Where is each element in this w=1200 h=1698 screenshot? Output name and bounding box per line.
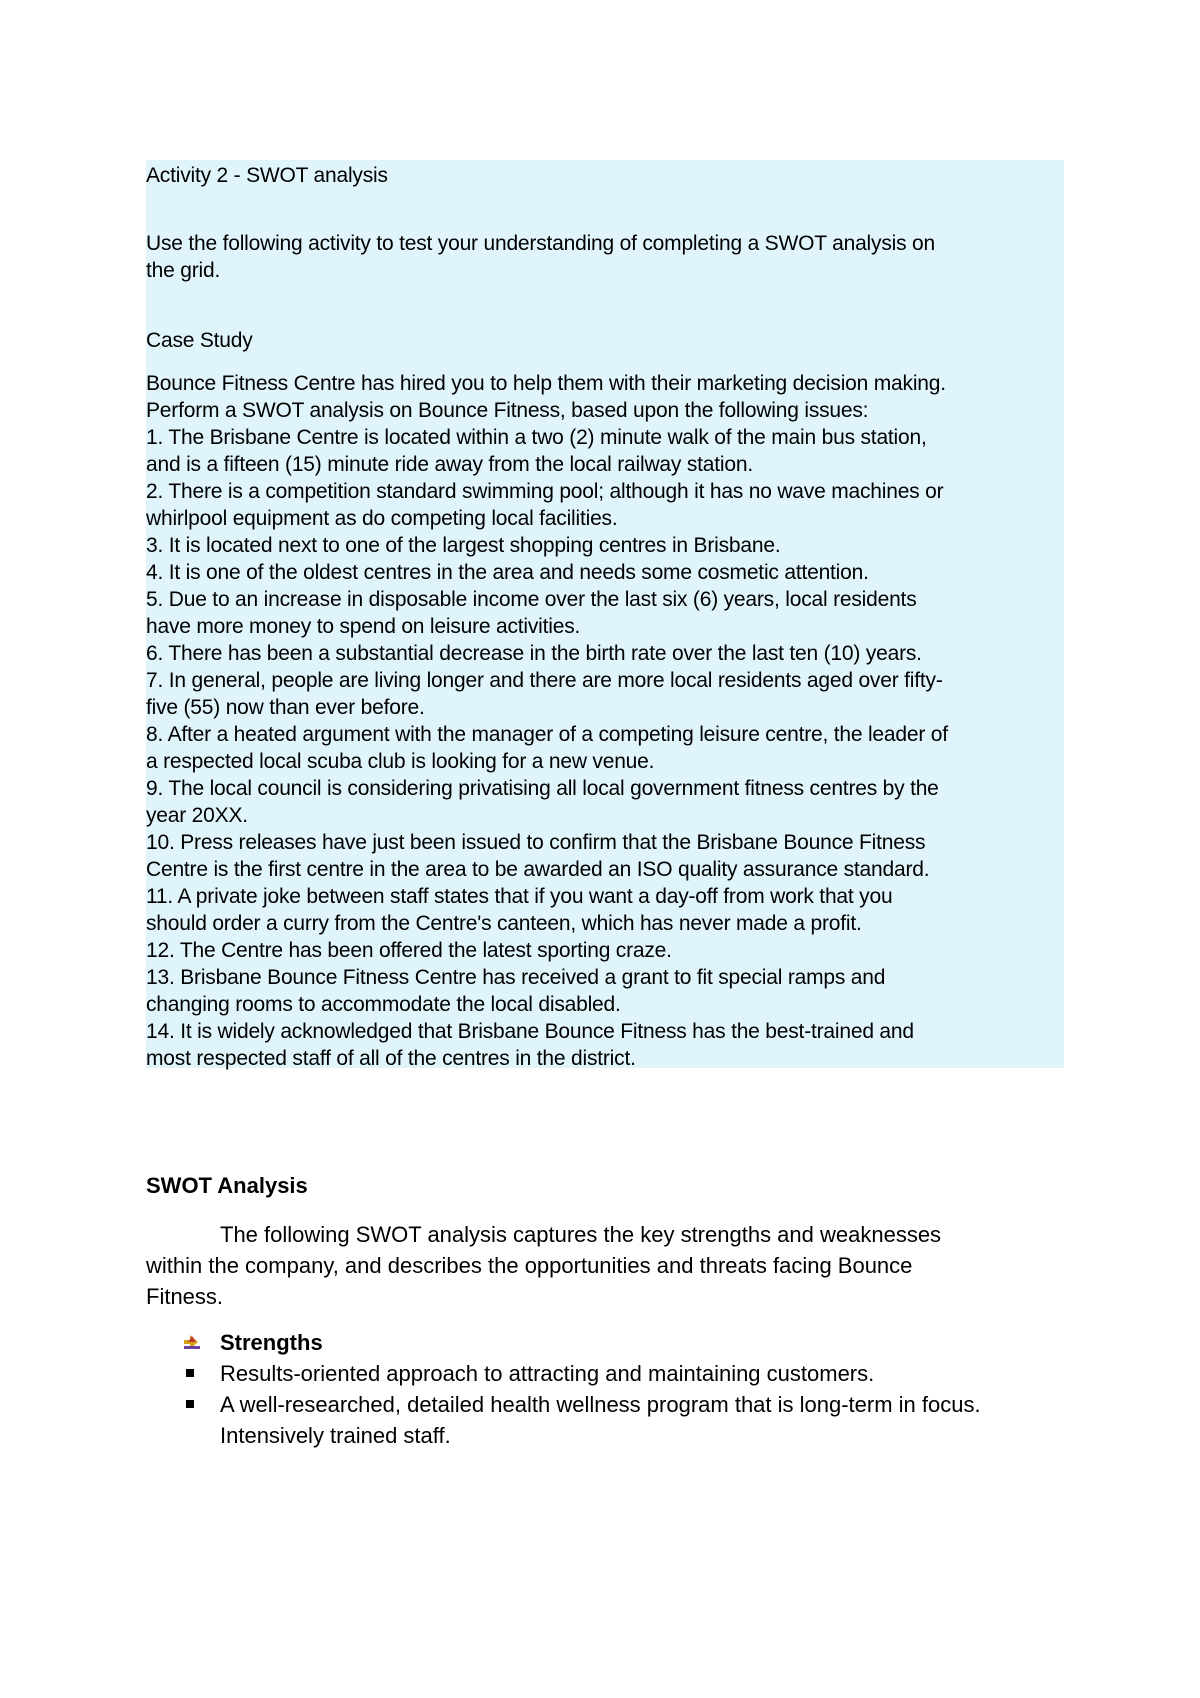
case-line: a respected local scuba club is looking for a new venue.: [146, 750, 655, 773]
case-line: 10. Press releases have just been issued to confirm that the Brisbane Bounce Fitness: [146, 831, 926, 854]
strengths-heading-item: [146, 1327, 1086, 1358]
arrow-bullet-icon: [182, 1333, 202, 1351]
case-line: and is a fifteen (15) minute ride away from the local railway station.: [146, 453, 753, 476]
strengths-item-text: Results-oriented approach to attracting and maintaining customers.: [220, 1361, 875, 1386]
strengths-list: [146, 1327, 1086, 1451]
square-bullet-icon: [186, 1369, 194, 1377]
case-study-body: [146, 370, 1064, 1072]
swot-intro-paragraph: [146, 1219, 1066, 1312]
swot-intro-line: The following SWOT analysis captures the key strengths and weaknesses: [220, 1222, 942, 1247]
activity-box: [146, 160, 1064, 1068]
case-line: 13. Brisbane Bounce Fitness Centre has received a grant to fit special ramps and: [146, 966, 886, 989]
case-line: 4. It is one of the oldest centres in the area and needs some cosmetic attention.: [146, 561, 869, 584]
case-line: 8. After a heated argument with the manager of a competing leisure centre, the leader of: [146, 723, 948, 746]
case-line: 11. A private joke between staff states that if you want a day-off from work that you: [146, 885, 893, 908]
case-line: five (55) now than ever before.: [146, 696, 425, 719]
case-line: year 20XX.: [146, 804, 248, 827]
swot-intro-line: Fitness.: [146, 1284, 224, 1309]
activity-intro-line: the grid.: [146, 259, 221, 282]
case-line: Bounce Fitness Centre has hired you to help them with their marketing decision making.: [146, 372, 946, 395]
case-line: 14. It is widely acknowledged that Brisbane Bounce Fitness has the best-trained and: [146, 1020, 914, 1043]
swot-heading: SWOT Analysis: [146, 1173, 308, 1198]
case-line: have more money to spend on leisure activities.: [146, 615, 581, 638]
case-line: should order a curry from the Centre's canteen, which has never made a profit.: [146, 912, 862, 935]
case-line: 9. The local council is considering privatising all local government fitness centres by the: [146, 777, 939, 800]
case-line: 12. The Centre has been offered the latest sporting craze.: [146, 939, 672, 962]
case-line: Perform a SWOT analysis on Bounce Fitness, based upon the following issues:: [146, 399, 869, 422]
case-line: 5. Due to an increase in disposable income over the last six (6) years, local residents: [146, 588, 917, 611]
case-line: 6. There has been a substantial decrease in the birth rate over the last ten (10) years.: [146, 642, 922, 665]
swot-intro-line: within the company, and describes the opportunities and threats facing Bounce: [146, 1253, 913, 1278]
case-line: 2. There is a competition standard swimming pool; although it has no wave machines or: [146, 480, 944, 503]
strengths-item-text: A well-researched, detailed health wellness program that is long-term in focus.: [220, 1392, 981, 1417]
case-line: 1. The Brisbane Centre is located within a two (2) minute walk of the main bus station,: [146, 426, 927, 449]
case-line: whirlpool equipment as do competing local facilities.: [146, 507, 618, 530]
activity-title: Activity 2 - SWOT analysis: [146, 164, 388, 187]
case-line: 3. It is located next to one of the largest shopping centres in Brisbane.: [146, 534, 781, 557]
strengths-item-continuation: [146, 1420, 1086, 1451]
case-line: most respected staff of all of the centres in the district.: [146, 1047, 636, 1070]
strengths-item: [146, 1389, 1086, 1420]
strengths-continuation-text: Intensively trained staff.: [220, 1423, 451, 1448]
case-line: Centre is the first centre in the area to be awarded an ISO quality assurance standard.: [146, 858, 930, 881]
square-bullet-icon: [186, 1400, 194, 1408]
activity-intro-line: Use the following activity to test your understanding of completing a SWOT analysis on: [146, 232, 935, 255]
strengths-item: [146, 1358, 1086, 1389]
activity-intro: [146, 230, 1064, 284]
case-study-heading: Case Study: [146, 329, 253, 352]
strengths-label: Strengths: [220, 1330, 323, 1355]
case-line: changing rooms to accommodate the local disabled.: [146, 993, 621, 1016]
case-line: 7. In general, people are living longer and there are more local residents aged over fifty-: [146, 669, 943, 692]
